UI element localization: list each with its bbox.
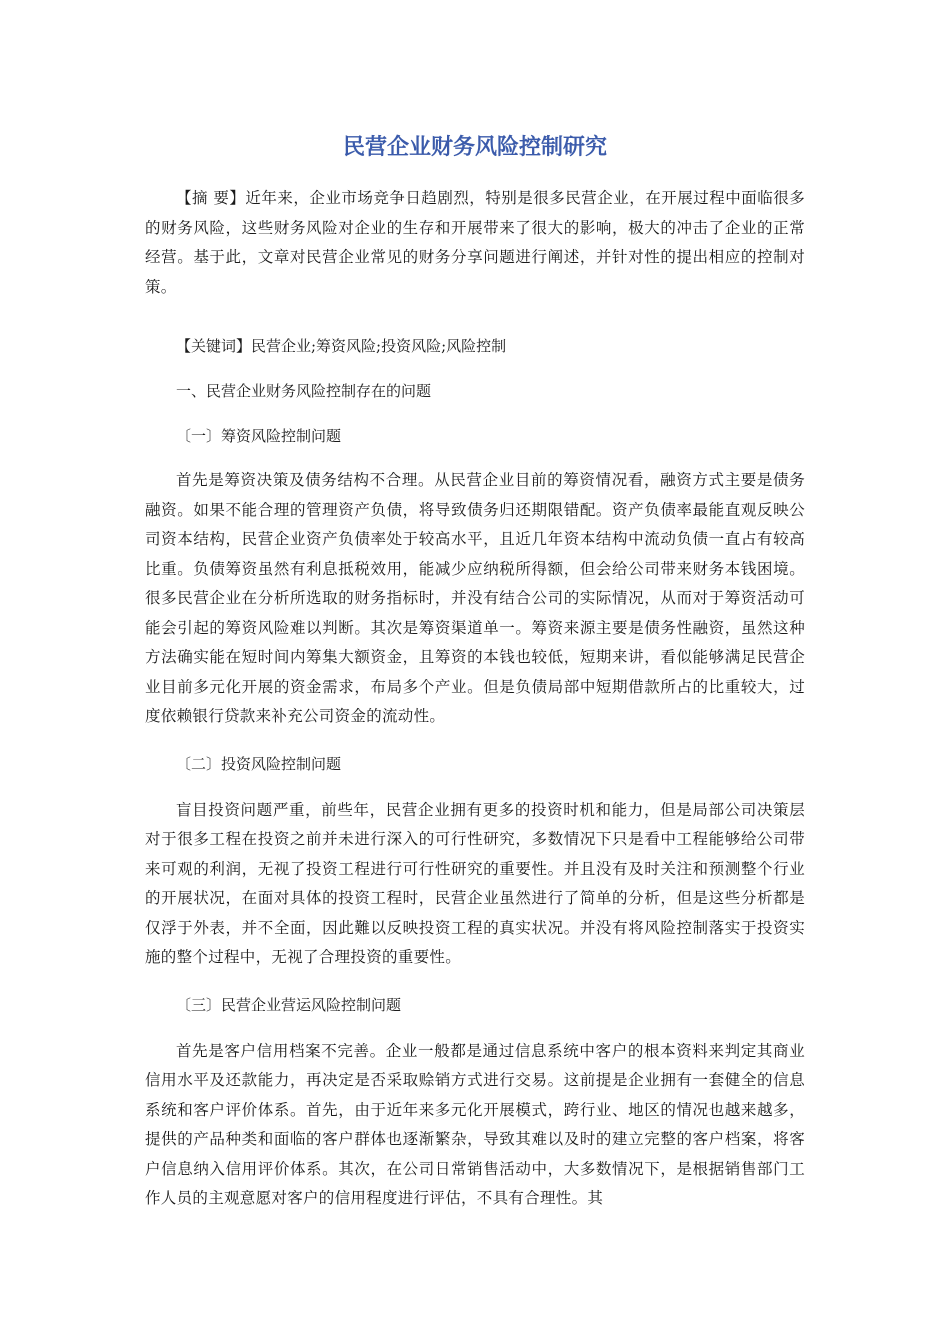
subsection-heading-2: 〔二〕投资风险控制问题 xyxy=(176,754,342,773)
subsection-heading-3: 〔三〕民营企业营运风险控制问题 xyxy=(176,995,402,1014)
abstract-paragraph: 【摘 要】近年来，企业市场竞争日趋剧烈，特别是很多民营企业，在开展过程中面临很多的财务风险，这些财务风险对企业的生存和开展带来了很大的影响，极大的冲击了企业的正常经营。基于此，文章对民营企业常见的财务分享问题进行阐述，并针对性的提出相应的控制对策。 xyxy=(145,189,805,296)
document-page xyxy=(145,130,805,1214)
body-paragraph-2: 盲目投资问题严重，前些年，民营企业拥有更多的投资时机和能力，但是局部公司决策层对于很多工程在投资之前并未进行深入的可行性研究，多数情况下只是看中工程能够给公司带来可观的利润，无视了投资工程进行可行性研究的重要性。并且没有及时关注和预测整个行业的开展状况，在面对具体的投资工程时，民营企业虽然进行了简单的分析，但是这些分析都是仅浮于外表，并不全面，因此難以反映投资工程的真实状况。并没有将风险控制落实于投资实施的整个过程中，无视了合理投资的重要性。 xyxy=(145,800,805,966)
subsection-heading-1: 〔一〕筹资风险控制问题 xyxy=(176,427,342,445)
body-paragraph-3: 首先是客户信用档案不完善。企业一般都是通过信息系统中客户的根本资料来判定其商业信用水平及还款能力，再决定是否采取赊销方式进行交易。这前提是企业拥有一套健全的信息系统和客户评价体系。首先，由于近年来多元化开展模式，跨行业、地区的情况也越来越多，提供的产品种类和面临的客户群体也逐渐繁杂，导致其难以及时的建立完整的客户档案，将客户信息纳入信用评价体系。其次，在公司日常销售活动中，大多数情况下，是根据销售部门工作人员的主观意愿对客户的信用程度进行评估，不具有合理性。其 xyxy=(145,1041,805,1207)
body-paragraph-1: 首先是筹资决策及债务结构不合理。从民营企业目前的筹资情况看，融资方式主要是债务融资。如果不能合理的管理资产负债，将导致债务归还期限错配。资产负债率最能直观反映公司资本结构，民营企业资产负债率处于较高水平，且近几年资本结构中流动负债一直占有较高比重。负债筹资虽然有利息抵税效用，能减少应纳税所得额，但会给公司带来财务本钱困境。很多民营企业在分析所选取的财务指标时，并没有结合公司的实际情况，从而对于筹资活动可能会引起的筹资风险难以判断。其次是筹资渠道单一。筹资来源主要是债务性融资，虽然这种方法确实能在短时间内筹集大额资金，且筹资的本钱也较低，短期来讲，看似能够满足民营企业目前多元化开展的资金需求，布局多个产业。但是负债局部中短期借款所占的比重较大，过度依赖银行贷款来补充公司资金的流动性。 xyxy=(145,471,805,725)
section-heading-1: 一、民营企业财务风险控制存在的问题 xyxy=(176,382,432,400)
page-title: 民营企业财务风险控制研究 xyxy=(342,135,607,160)
keywords-line: 【关键词】民营企业;筹资风险;投资风险;风险控制 xyxy=(176,337,507,355)
